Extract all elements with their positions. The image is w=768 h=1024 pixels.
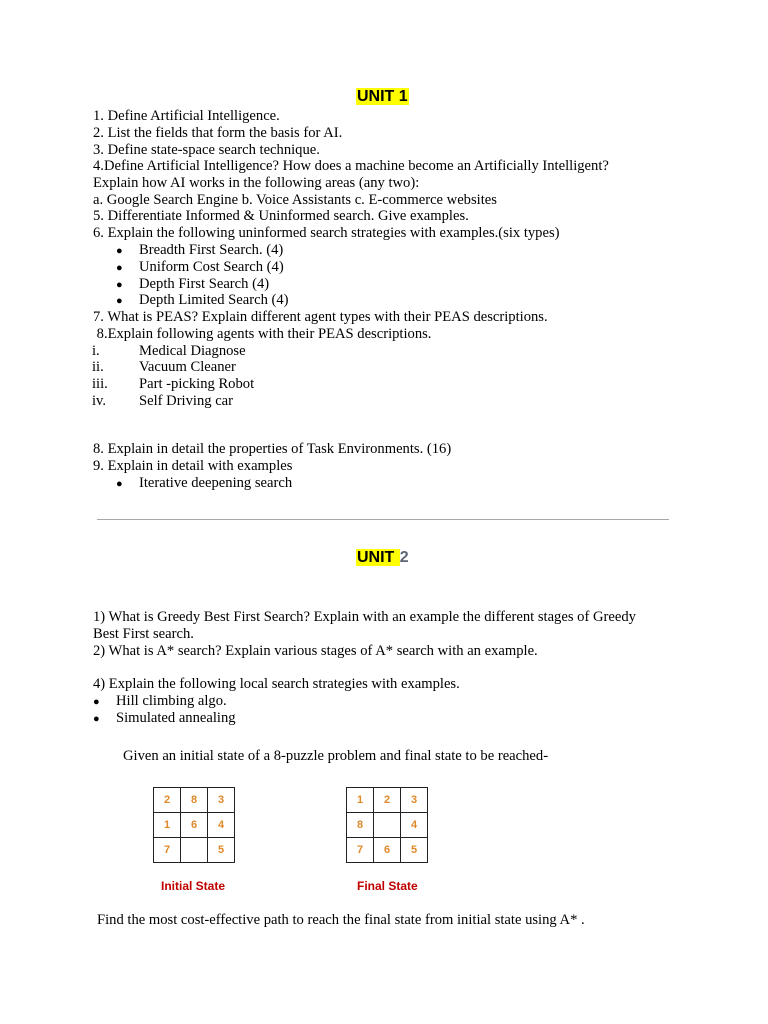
section-divider <box>97 519 669 520</box>
list-item: iii. Part -picking Robot <box>92 376 255 392</box>
grid-cell: 2 <box>374 788 401 813</box>
unit2-q2: 2) What is A* search? Explain various stages of A* search with an example. <box>93 643 538 659</box>
unit1-q1: 1. Define Artificial Intelligence. <box>93 108 280 124</box>
list-item: ● Breadth First Search. (4) <box>116 242 284 258</box>
final-state-grid <box>346 787 428 863</box>
grid-cell: 5 <box>401 838 428 863</box>
grid-cell: 2 <box>154 788 181 813</box>
list-item: ● Hill climbing algo. <box>93 693 227 709</box>
grid-cell: 1 <box>154 813 181 838</box>
grid-cell: 5 <box>208 838 235 863</box>
bullet-icon: ● <box>93 696 100 708</box>
unit1-q9: 9. Explain in detail with examples <box>93 458 293 474</box>
list-item: ● Simulated annealing <box>93 710 236 726</box>
unit1-q4-options: a. Google Search Engine b. Voice Assistants c. E-commerce websites <box>93 192 497 208</box>
list-item: ● Depth First Search (4) <box>116 276 270 292</box>
list-item: ● Uniform Cost Search (4) <box>116 259 284 275</box>
final-state-label: Final State <box>357 879 418 893</box>
unit1-q4: 4.Define Artificial Intelligence? How does a machine become an Artificially Intelligent? <box>93 158 609 174</box>
unit2-title: UNIT 2 <box>357 549 409 566</box>
unit2-q4: 4) Explain the following local search strategies with examples. <box>93 676 460 692</box>
unit1-title: UNIT 1 <box>357 88 408 105</box>
list-item: iv. Self Driving car <box>92 393 234 409</box>
list-item: ● Depth Limited Search (4) <box>116 292 289 308</box>
puzzle-question: Find the most cost-effective path to reach the final state from initial state using A* . <box>97 912 585 928</box>
grid-cell: 7 <box>347 838 374 863</box>
unit1-q8b: 8. Explain in detail the properties of Task Environments. (16) <box>93 441 452 457</box>
bullet-icon: ● <box>116 295 123 307</box>
grid-cell: 6 <box>181 813 208 838</box>
bullet-icon: ● <box>116 279 123 291</box>
bullet-icon: ● <box>116 478 123 490</box>
list-item: i. Medical Diagnose <box>92 343 246 359</box>
list-item: ● Iterative deepening search <box>116 475 293 491</box>
grid-cell: 3 <box>401 788 428 813</box>
bullet-icon: ● <box>116 262 123 274</box>
unit1-q3: 3. Define state-space search technique. <box>93 142 320 158</box>
unit1-q6: 6. Explain the following uninformed search strategies with examples.(six types) <box>93 225 560 241</box>
unit1-q5: 5. Differentiate Informed & Uninformed search. Give examples. <box>93 208 469 224</box>
grid-cell <box>181 838 208 863</box>
grid-cell: 4 <box>401 813 428 838</box>
unit2-q1: 1) What is Greedy Best First Search? Explain with an example the different stages of Greedy <box>93 609 636 625</box>
grid-cell: 7 <box>154 838 181 863</box>
list-item: ii. Vacuum Cleaner <box>92 359 236 375</box>
bullet-icon: ● <box>93 713 100 725</box>
initial-state-grid <box>153 787 235 863</box>
grid-cell <box>374 813 401 838</box>
puzzle-intro: Given an initial state of a 8-puzzle problem and final state to be reached- <box>123 748 549 764</box>
unit1-q4-cont: Explain how AI works in the following areas (any two): <box>93 175 420 191</box>
initial-state-label: Initial State <box>161 879 226 893</box>
grid-cell: 3 <box>208 788 235 813</box>
bullet-icon: ● <box>116 245 123 257</box>
unit1-q8-intro: 8.Explain following agents with their PEAS descriptions. <box>93 326 432 342</box>
unit1-q7: 7. What is PEAS? Explain different agent types with their PEAS descriptions. <box>93 309 548 325</box>
grid-cell: 8 <box>181 788 208 813</box>
grid-cell: 8 <box>347 813 374 838</box>
grid-cell: 1 <box>347 788 374 813</box>
unit2-q1-cont: Best First search. <box>93 626 194 642</box>
unit1-q2: 2. List the fields that form the basis for AI. <box>93 125 343 141</box>
grid-cell: 6 <box>374 838 401 863</box>
grid-cell: 4 <box>208 813 235 838</box>
